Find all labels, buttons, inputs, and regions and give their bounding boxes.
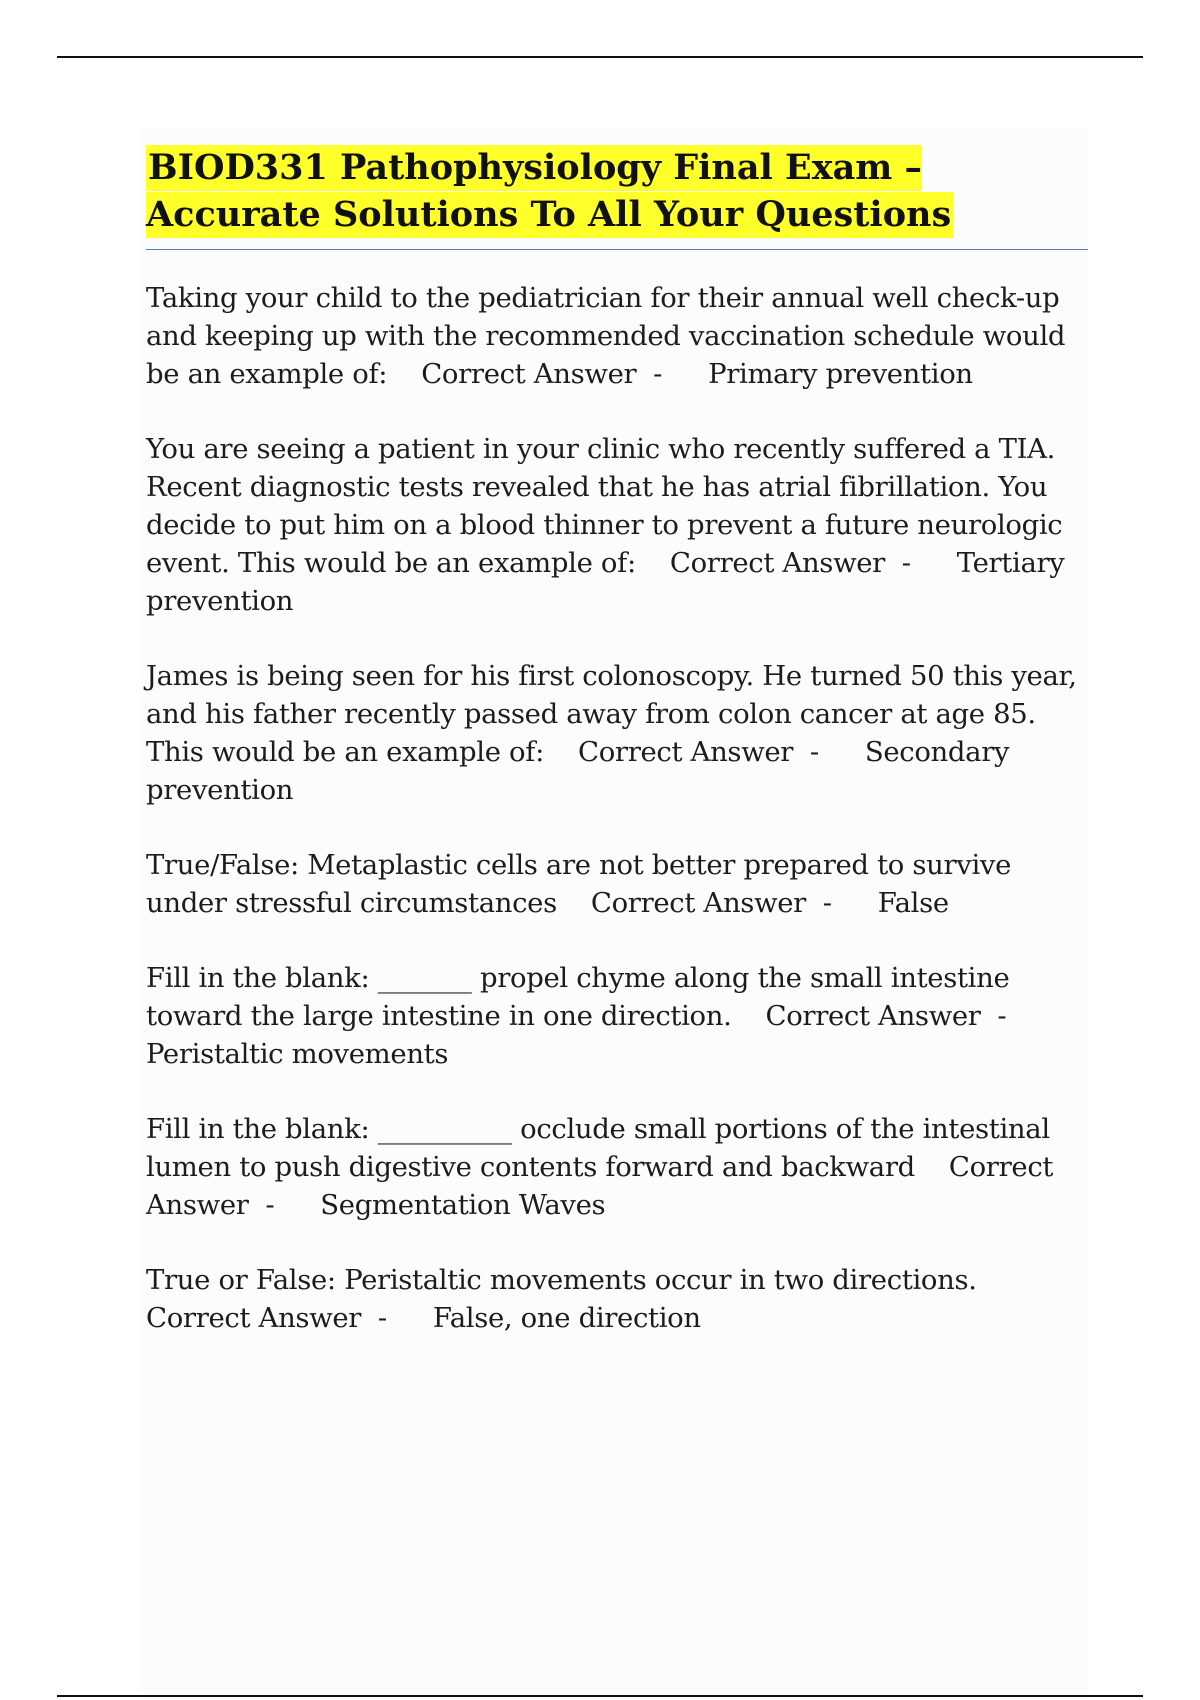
answer-separator: - <box>822 887 832 919</box>
qa-item <box>146 279 1092 393</box>
question-text: You are seeing a patient in your clinic who recently suffered a TIA. Recent diagnostic tests revealed that he has atrial fibrillation. You decide to put him on a blood thinner to prevent a future neurologic event. This would be an example of: <box>146 433 1063 579</box>
answer-text: Segmentation Waves <box>320 1189 606 1221</box>
qa-item <box>146 959 1092 1073</box>
qa-item <box>146 1110 1092 1224</box>
answer-label: Correct Answer <box>421 358 637 390</box>
answer-label: Correct Answer <box>578 736 794 768</box>
question-text: True or False: Peristaltic movements occur in two directions. <box>146 1264 977 1296</box>
answer-separator: - <box>997 1000 1007 1032</box>
qa-list <box>146 279 1092 1374</box>
document-title <box>146 144 1086 238</box>
title-highlight: BIOD331 Pathophysiology Final Exam – Accurate Solutions To All Your Questions <box>146 145 953 238</box>
answer-label: Correct Answer <box>146 1151 1054 1221</box>
answer-separator: - <box>809 736 819 768</box>
answer-label: Correct Answer <box>765 1000 981 1032</box>
answer-text: False <box>877 887 949 919</box>
footer-rule <box>57 1695 1143 1697</box>
answer-text: Secondary prevention <box>146 736 1010 806</box>
answer-label: Correct Answer <box>669 547 885 579</box>
qa-item <box>146 657 1092 809</box>
answer-separator: - <box>377 1302 387 1334</box>
answer-text: Tertiary prevention <box>146 547 1065 617</box>
qa-item <box>146 1261 1092 1337</box>
answer-label: Correct Answer <box>590 887 806 919</box>
answer-text: Peristaltic movements <box>146 1038 449 1070</box>
qa-item <box>146 430 1092 620</box>
title-underline <box>146 249 1088 250</box>
answer-separator: - <box>653 358 663 390</box>
answer-separator: - <box>265 1189 275 1221</box>
answer-separator: - <box>901 547 911 579</box>
qa-item <box>146 846 1092 922</box>
question-text: Fill in the blank: _______ propel chyme along the small intestine toward the large intestine in one direction. <box>146 962 1010 1032</box>
question-text: Fill in the blank: __________ occlude small portions of the intestinal lumen to push digestive contents forward and backward <box>146 1113 1050 1183</box>
answer-label: Correct Answer <box>146 1302 362 1334</box>
question-text: True/False: Metaplastic cells are not better prepared to survive under stressful circumstances <box>146 849 1012 919</box>
answer-text: Primary prevention <box>708 358 973 390</box>
answer-text: False, one direction <box>432 1302 701 1334</box>
header-rule <box>57 56 1143 58</box>
question-text: James is being seen for his first colonoscopy. He turned 50 this year, and his father recently passed away from colon cancer at age 85. This would be an example of: <box>146 660 1077 768</box>
question-text: Taking your child to the pediatrician for their annual well check-up and keeping up with the recommended vaccination schedule would be an example of: <box>146 282 1066 390</box>
